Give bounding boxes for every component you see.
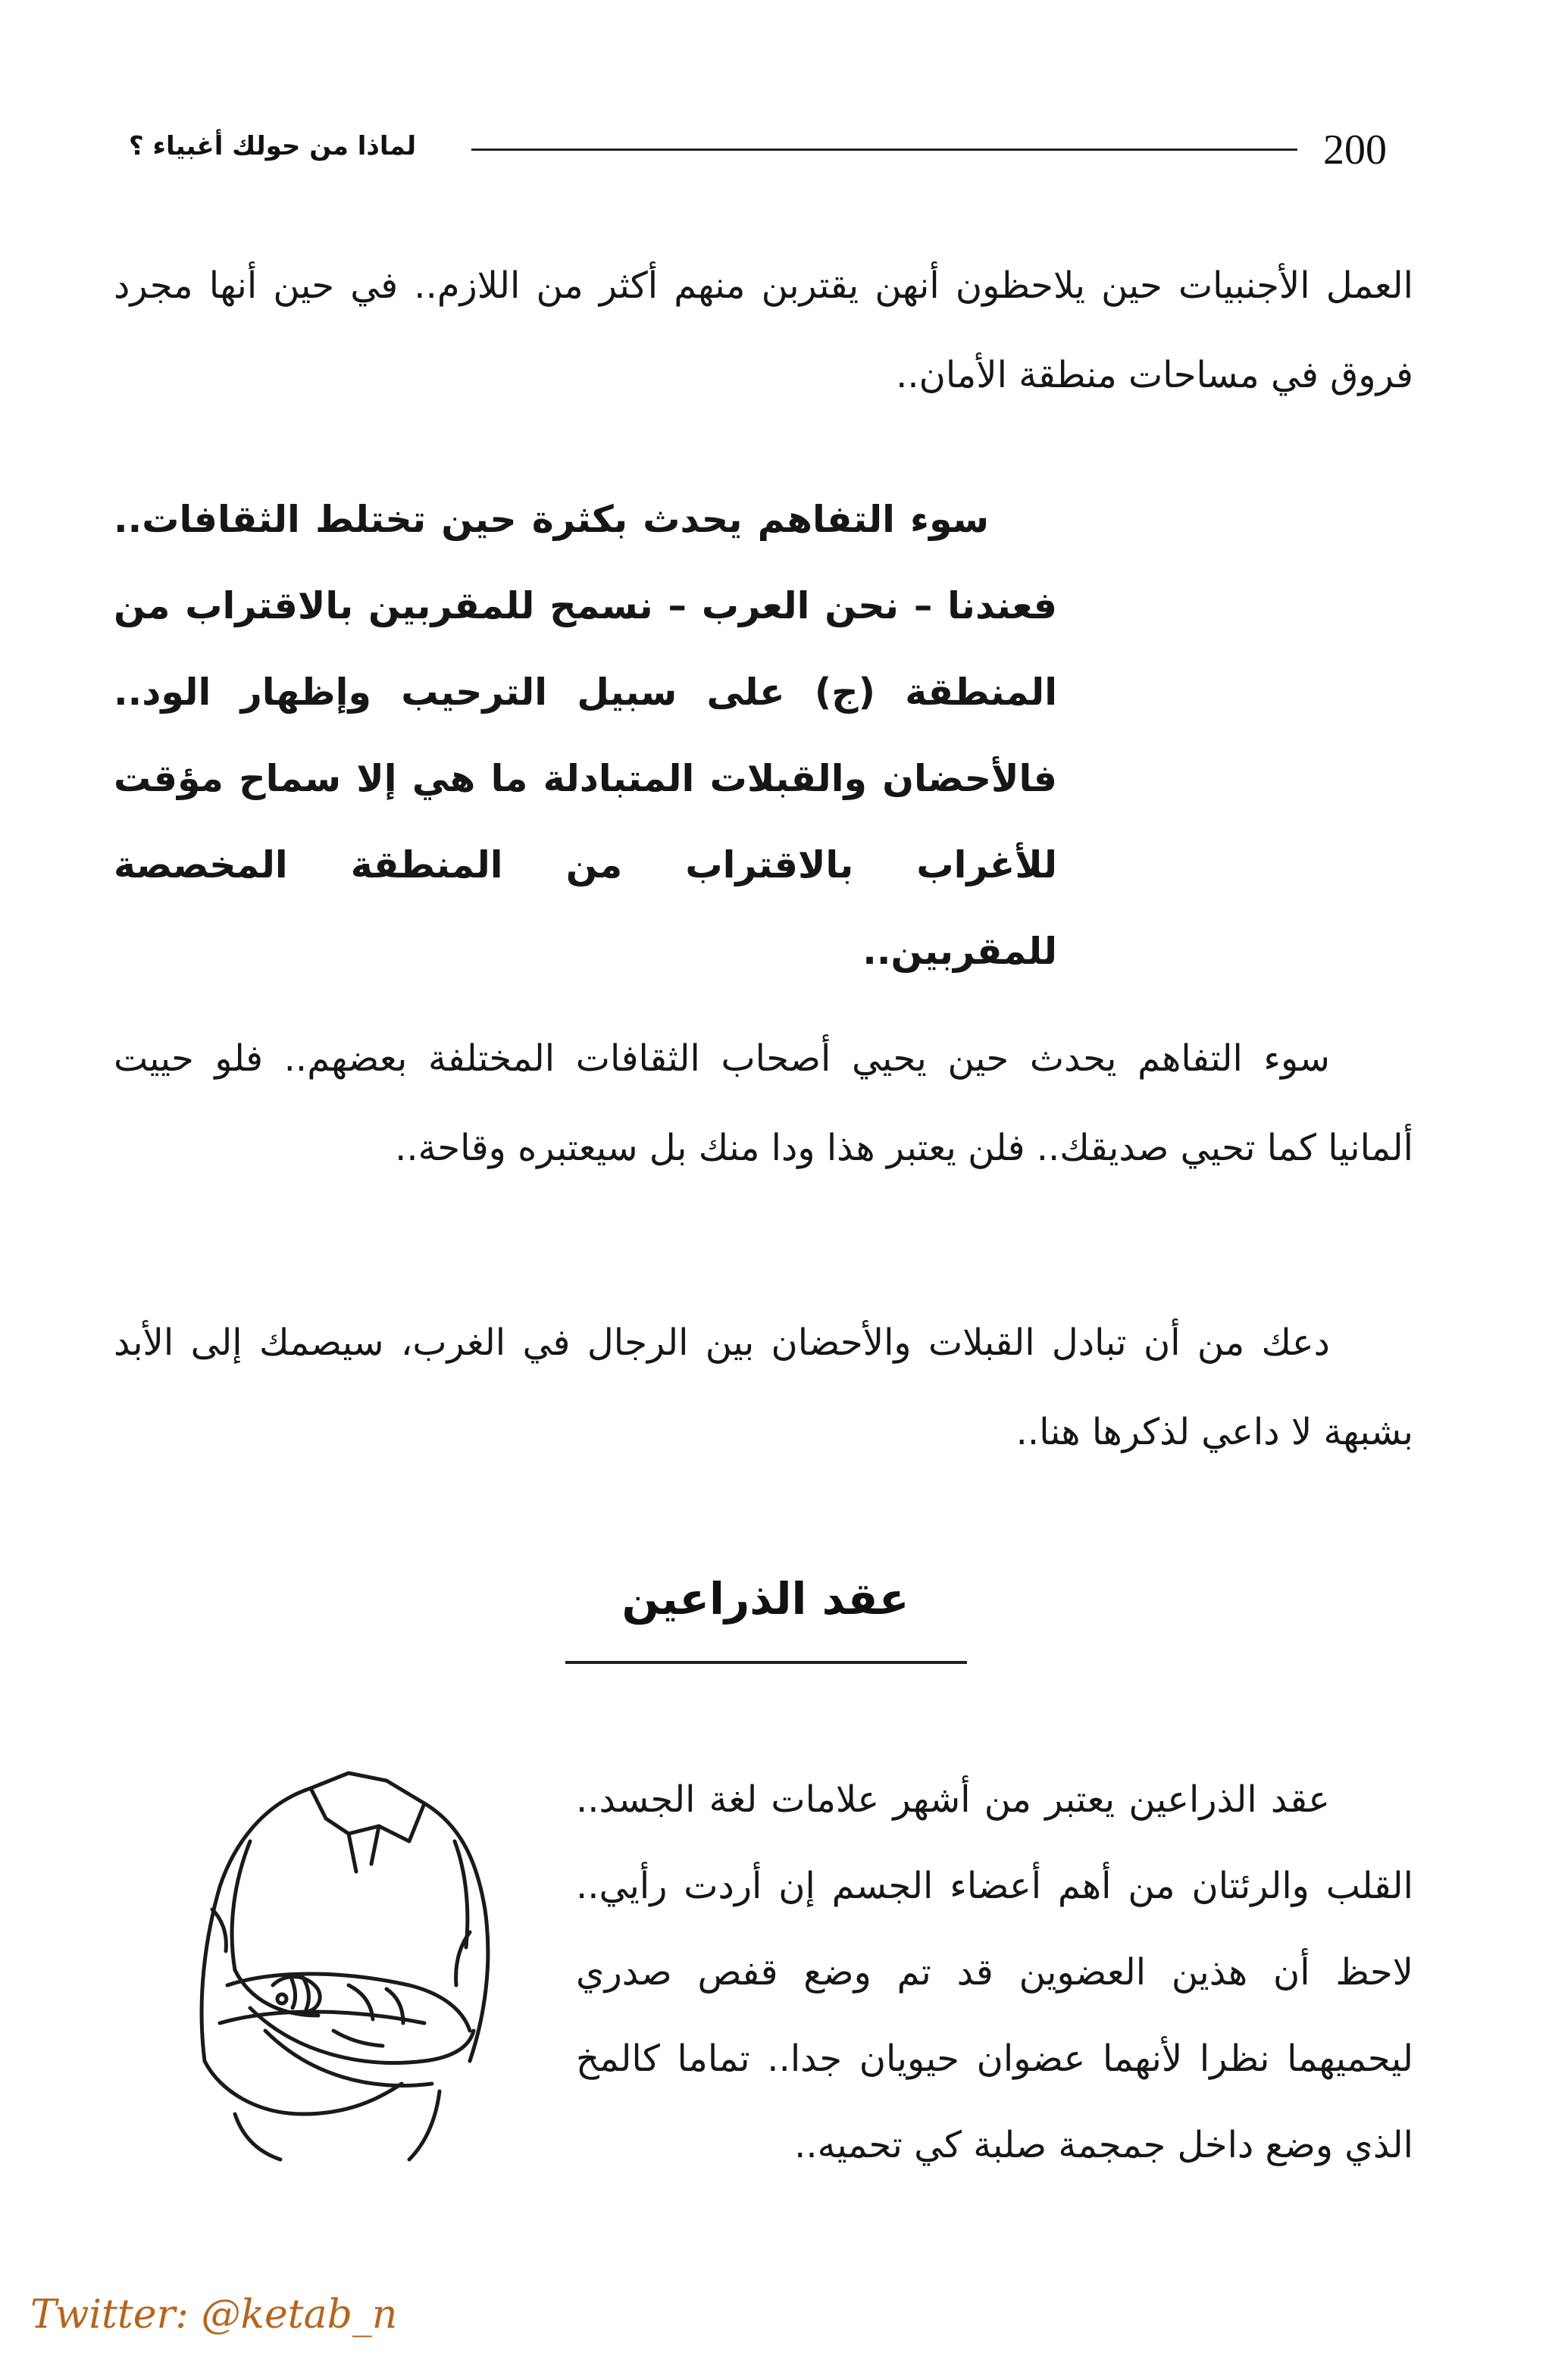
header-rule — [471, 149, 1297, 151]
page-number: 200 — [1323, 127, 1387, 174]
paragraph-5: عقد الذراعين يعتبر من أشهر علامات لغة الجسد.. القلب والرئتان من أهم أعضاء الجسم إن أردت رأيي.. لاحظ أن هذين العضوين قد تم وضع قفص صدري ليحميهما نظرا لأنهما عضوان حيويان جدا.. تماما كالمخ الذي وضع داخل جمجمة صلبة كي تحميه.. — [576, 1778, 1413, 2166]
paragraph-4: دعك من أن تبادل القبلات والأحضان بين الرجال في الغرب، سيصمك إلى الأبد بشبهة لا داعي لذكرها هنا.. — [114, 1321, 1413, 1453]
crossed-arms-illustration — [121, 1758, 546, 2167]
section-title: عقد الذراعين — [621, 1573, 909, 1625]
paragraph-1: العمل الأجنبيات حين يلاحظون أنهن يقتربن منهم أكثر من اللازم.. في حين أنها مجرد فروق في مساحات منطقة الأمان.. — [114, 264, 1413, 396]
running-title: لماذا من حولك أغبياء ؟ — [129, 131, 417, 161]
section-title-underline — [565, 1661, 967, 1664]
paragraph-3: سوء التفاهم يحدث حين يحيي أصحاب الثقافات المختلفة بعضهم.. فلو حييت ألمانيا كما تحيي صديقك.. فلن يعتبر هذا ودا منك بل سيعتبره وقاحة.. — [114, 1037, 1413, 1169]
watermark: Twitter: @ketab_n — [30, 2292, 398, 2338]
highlighted-paragraph: سوء التفاهم يحدث بكثرة حين تختلط الثقافات.. فعندنا – نحن العرب – نسمح للمقربين بالاقتراب من المنطقة (ج) على سبيل الترحيب وإظهار الود.. فالأحضان والقبلات المتبادلة ما هي إلا سماح مؤقت للأغراب بالاقتراب من المنطقة المخصصة للمقربين.. — [114, 498, 1057, 973]
